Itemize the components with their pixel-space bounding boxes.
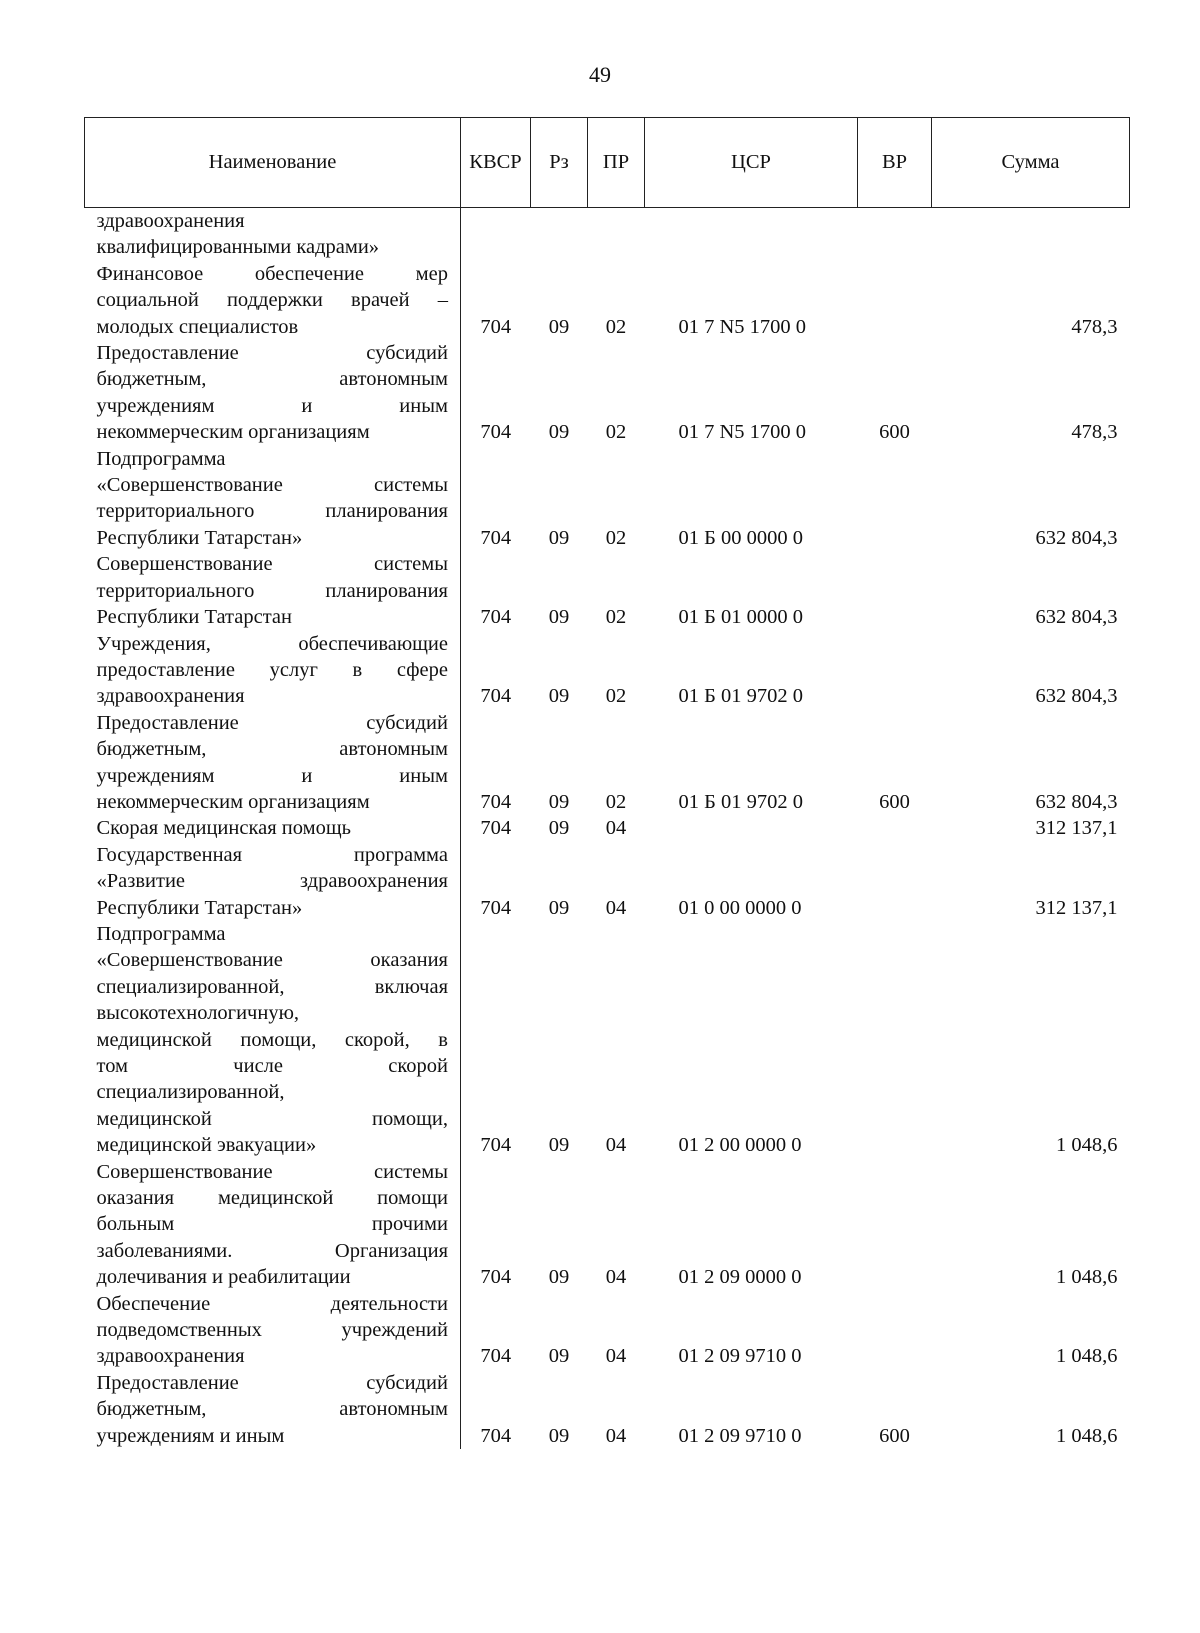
row-rz: 09: [548, 1134, 570, 1157]
row-vr: [858, 208, 932, 261]
row-name-line: учреждениям и иным: [96, 764, 448, 787]
row-csr: 01 2 09 9710 0: [678, 1345, 802, 1368]
row-name-line: бюджетным, автономным: [96, 1398, 448, 1421]
row-kvsr: 704: [480, 817, 512, 840]
row-vr: [858, 446, 932, 552]
row-name-line: здравоохранения: [96, 210, 245, 232]
table-row: [85, 710, 1130, 816]
row-name-line: том числе скорой: [96, 1055, 448, 1077]
row-name-line: территориального планирования: [96, 500, 448, 523]
row-sum: 1 048,6: [1056, 1345, 1118, 1368]
row-name-line: бюджетным, автономным: [96, 738, 448, 761]
row-name-line: Государственная программа: [96, 843, 448, 866]
row-name-line: высокотехнологичную,: [96, 1002, 300, 1025]
row-csr: 01 Б 01 9702 0: [678, 685, 804, 708]
row-vr: [858, 261, 932, 340]
table-row: [85, 340, 1130, 446]
row-vr: 600: [879, 790, 910, 813]
row-sum: 1 048,6: [1056, 1424, 1118, 1447]
row-name-line: подведомственных учреждений: [96, 1319, 448, 1342]
row-name-line: заболеваниями. Организация: [96, 1239, 448, 1262]
row-kvsr: 704: [480, 896, 512, 919]
row-rz: 09: [548, 315, 570, 338]
row-name-line: специализированной,: [96, 1081, 285, 1104]
row-sum: 632 804,3: [1035, 685, 1118, 708]
row-csr: 01 2 00 0000 0: [678, 1134, 802, 1157]
row-sum: 312 137,1: [1035, 817, 1118, 840]
table-header: [85, 118, 1130, 208]
table-body: [85, 208, 1130, 1450]
row-pr: 02: [605, 790, 627, 813]
row-name-line: медицинской помощи, скорой, в: [96, 1028, 448, 1051]
row-csr: 01 Б 01 0000 0: [678, 606, 804, 629]
row-rz: [531, 208, 588, 261]
row-vr: [858, 1291, 932, 1370]
row-sum: 478,3: [1071, 421, 1118, 444]
row-sum: 632 804,3: [1035, 790, 1118, 813]
row-csr: 01 7 N5 1700 0: [678, 421, 807, 444]
row-sum: 1 048,6: [1056, 1266, 1118, 1289]
row-name-line: Республики Татарстан: [96, 606, 292, 629]
row-rz: 09: [548, 421, 570, 444]
row-sum: 632 804,3: [1035, 606, 1118, 629]
row-pr: 04: [605, 1345, 627, 1368]
row-name-line: Совершенствование системы: [96, 1160, 448, 1183]
row-name-line: Учреждения, обеспечивающие: [96, 632, 448, 655]
row-name-line: медицинской помощи,: [96, 1107, 448, 1130]
row-name-line: предоставление услуг в сфере: [96, 658, 448, 681]
row-sum: 312 137,1: [1035, 896, 1118, 919]
row-vr: [858, 842, 932, 921]
row-kvsr: 704: [480, 421, 512, 444]
row-csr: [645, 815, 858, 841]
row-name: [85, 815, 461, 841]
row-kvsr: 704: [480, 315, 512, 338]
header-csr: ЦСР: [645, 118, 858, 208]
row-name-line: больным прочими: [96, 1213, 448, 1236]
row-vr: 600: [879, 421, 910, 444]
page-number: 49: [589, 62, 611, 87]
row-name-line: социальной поддержки врачей –: [96, 289, 448, 312]
row-name: [85, 631, 461, 710]
table-row: [85, 1291, 1130, 1370]
row-kvsr: [461, 208, 531, 261]
row-name-line: Финансовое обеспечение мер: [96, 262, 448, 285]
row-kvsr: 704: [480, 1266, 512, 1289]
row-kvsr: 704: [480, 685, 512, 708]
row-pr: 04: [605, 1266, 627, 1289]
row-rz: 09: [548, 896, 570, 919]
row-name-line: «Развитие здравоохранения: [96, 870, 448, 893]
header-sum: Сумма: [932, 118, 1130, 208]
row-kvsr: 704: [480, 526, 512, 549]
header-vr: ВР: [858, 118, 932, 208]
row-csr: 01 0 00 0000 0: [678, 896, 802, 919]
row-name-line: молодых специалистов: [96, 315, 299, 338]
table-row: [85, 551, 1130, 630]
row-vr: [858, 551, 932, 630]
row-name-line: Республики Татарстан»: [96, 896, 303, 919]
table-row: [85, 208, 1130, 261]
row-rz: 09: [548, 790, 570, 813]
row-pr: 04: [605, 1134, 627, 1157]
row-name: [85, 340, 461, 446]
row-name-line: Предоставление субсидий: [96, 711, 448, 734]
table-row: [85, 815, 1130, 841]
table-row: [85, 1370, 1130, 1449]
table-row: [85, 631, 1130, 710]
table-row: [85, 1159, 1130, 1291]
row-name-line: учреждениям и иным: [96, 394, 448, 417]
row-name: [85, 1370, 461, 1449]
row-name: [85, 710, 461, 816]
row-name: [85, 921, 461, 1159]
row-name: [85, 261, 461, 340]
table-row: [85, 261, 1130, 340]
table-row: [85, 446, 1130, 552]
row-kvsr: 704: [480, 606, 512, 629]
row-name-line: Республики Татарстан»: [96, 526, 303, 549]
row-sum: [932, 208, 1130, 261]
row-rz: 09: [548, 1424, 570, 1447]
row-name-line: Предоставление субсидий: [96, 1371, 448, 1394]
row-name: [85, 208, 461, 261]
row-name-line: медицинской эвакуации»: [96, 1134, 317, 1157]
row-name-line: «Совершенствование оказания: [96, 949, 448, 972]
row-vr: [858, 921, 932, 1159]
row-name-line: Скорая медицинская помощь: [96, 817, 351, 840]
row-name-line: некоммерческим организациям: [96, 790, 370, 813]
row-kvsr: 704: [480, 1345, 512, 1368]
row-pr: 04: [605, 896, 627, 919]
row-sum: 478,3: [1071, 315, 1118, 338]
row-name-line: оказания медицинской помощи: [96, 1187, 448, 1210]
row-name: [85, 842, 461, 921]
row-pr: 02: [605, 526, 627, 549]
table-row: [85, 921, 1130, 1159]
row-rz: 09: [548, 1345, 570, 1368]
row-csr: 01 7 N5 1700 0: [678, 315, 807, 338]
row-name-line: квалифицированными кадрами»: [96, 236, 380, 259]
row-name-line: Подпрограмма: [96, 922, 226, 945]
row-name-line: здравоохранения: [96, 1345, 245, 1368]
row-name: [85, 1291, 461, 1370]
row-csr: 01 Б 01 9702 0: [678, 790, 804, 813]
row-vr: 600: [879, 1424, 910, 1447]
header-name: Наименование: [85, 118, 461, 208]
row-rz: 09: [548, 1266, 570, 1289]
row-rz: 09: [548, 817, 570, 840]
row-csr: 01 Б 00 0000 0: [678, 526, 804, 549]
row-name-line: «Совершенствование системы: [96, 474, 448, 497]
row-pr: [588, 208, 645, 261]
row-name-line: Совершенствование системы: [96, 553, 448, 576]
row-pr: 02: [605, 685, 627, 708]
row-vr: [858, 815, 932, 841]
row-rz: 09: [548, 526, 570, 549]
row-name: [85, 446, 461, 552]
row-name-line: специализированной, включая: [96, 975, 448, 998]
row-name-line: Предоставление субсидий: [96, 342, 448, 365]
header-kvsr: КВСР: [461, 118, 531, 208]
header-rz: Рз: [531, 118, 588, 208]
row-pr: 02: [605, 606, 627, 629]
row-name: [85, 551, 461, 630]
row-name-line: здравоохранения: [96, 685, 245, 708]
row-rz: 09: [548, 606, 570, 629]
row-csr: 01 2 09 9710 0: [678, 1424, 802, 1447]
budget-table: [84, 117, 1130, 1449]
row-name: [85, 1159, 461, 1291]
row-name-line: учреждениям и иным: [96, 1424, 285, 1447]
row-sum: 632 804,3: [1035, 526, 1118, 549]
row-name-line: Обеспечение деятельности: [96, 1292, 448, 1315]
row-name-line: Подпрограмма: [96, 447, 226, 470]
row-pr: 04: [605, 1424, 627, 1447]
row-csr: [645, 208, 858, 261]
row-rz: 09: [548, 685, 570, 708]
row-kvsr: 704: [480, 1134, 512, 1157]
row-vr: [858, 1159, 932, 1291]
row-sum: 1 048,6: [1056, 1134, 1118, 1157]
row-vr: [858, 631, 932, 710]
row-name-line: бюджетным, автономным: [96, 368, 448, 391]
row-csr: 01 2 09 0000 0: [678, 1266, 802, 1289]
row-name-line: долечивания и реабилитации: [96, 1266, 351, 1289]
row-kvsr: 704: [480, 1424, 512, 1447]
header-pr: ПР: [588, 118, 645, 208]
row-pr: 02: [605, 421, 627, 444]
row-name-line: территориального планирования: [96, 579, 448, 602]
table-row: [85, 842, 1130, 921]
row-pr: 02: [605, 315, 627, 338]
row-pr: 04: [605, 817, 627, 840]
row-kvsr: 704: [480, 790, 512, 813]
row-name-line: некоммерческим организациям: [96, 421, 370, 444]
